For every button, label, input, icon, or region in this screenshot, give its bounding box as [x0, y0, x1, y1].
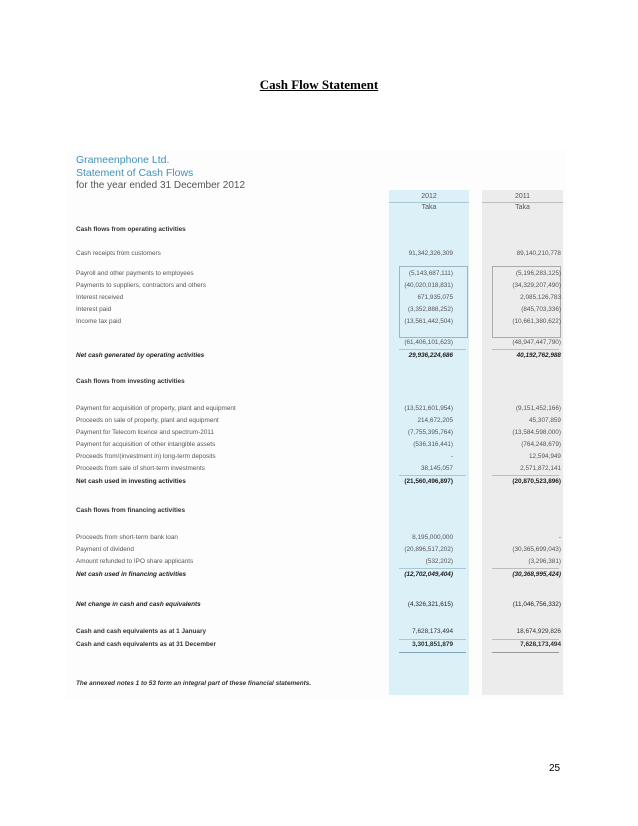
section-heading-financing: Cash flows from financing activities: [76, 507, 186, 514]
table-row: Payment for acquisition of other intangible assets (536,316,441) (764,248,679): [76, 441, 561, 448]
column-2012-unit: Taka: [421, 204, 437, 211]
row-divider: [399, 652, 466, 653]
table-row: Payments to suppliers, contractors and others (40,020,018,831) (34,329,207,490): [76, 282, 561, 289]
table-row: Interest received 671,935,075 2,085,126,783: [76, 294, 561, 301]
table-row: Proceeds on sale of property, plant and equipment 214,672,205 45,307,859: [76, 417, 561, 424]
table-row: Amount refunded to IPO share applicants (532,202) (3,296,381): [76, 558, 561, 565]
column-2011-unit: Taka: [515, 204, 530, 211]
table-row: Payroll and other payments to employees (5,143,687,111) (5,196,283,125): [76, 270, 561, 277]
header-divider: [482, 202, 563, 203]
table-row-total: Net cash used in investing activities (21,560,496,897) (20,870,523,896): [76, 478, 561, 485]
page-title: Cash Flow Statement: [259, 77, 379, 92]
table-row: (61,406,101,623) (48,947,447,790): [404, 339, 561, 346]
header-divider: [389, 202, 469, 203]
column-2011-year: 2011: [514, 193, 531, 200]
table-row-total: Net change in cash and cash equivalents (4,326,321,615) (11,046,756,332): [76, 601, 561, 608]
table-row: Payment of dividend (20,896,517,202) (30,365,699,043): [76, 546, 561, 553]
table-row-total: Net cash generated by operating activities 29,936,224,686 40,192,762,988: [76, 352, 561, 359]
table-row: Payment for Telecom licence and spectrum-2011 (7,755,395,764) (13,584,598,000): [76, 429, 561, 436]
cash-flow-statement-scan: [66, 150, 566, 700]
table-row: Cash receipts from customers 91,342,326,309 89,140,210,778: [76, 250, 561, 257]
table-row-total: Cash and cash equivalents as at 31 December 3,301,851,879 7,628,173,494: [76, 641, 561, 648]
table-row: Income tax paid (13,561,442,504) (10,661,380,622): [76, 318, 561, 325]
table-row: Proceeds from sale of short-term investments 38,145,057 2,571,872,141: [76, 465, 561, 472]
table-row-total: Net cash used in financing activities (12,702,049,404) (30,368,995,424): [76, 571, 561, 578]
column-2012-year: 2012: [421, 193, 437, 200]
table-row: Proceeds from/(investment in) long-term deposits - 12,594,949: [76, 453, 561, 460]
section-heading-operating: Cash flows from operating activities: [76, 226, 186, 233]
table-row: Proceeds from short-term bank loan 8,195,000,000 -: [76, 534, 561, 541]
statement-period: for the year ended 31 December 2012: [76, 180, 245, 191]
table-row: Cash and cash equivalents as at 1 January 7,628,173,494 18,674,929,826: [76, 628, 561, 635]
section-heading-investing: Cash flows from investing activities: [76, 378, 185, 385]
company-name: Grameenphone Ltd.: [76, 154, 170, 166]
page-number: 25: [549, 763, 561, 774]
table-row: Payment for acquisition of property, plant and equipment (13,521,601,954) (9,151,452,166): [76, 405, 561, 412]
statement-footnote: The annexed notes 1 to 53 form an integral part of these financial statements.: [76, 680, 312, 687]
table-row: Interest paid (3,352,888,252) (845,703,336): [76, 306, 561, 313]
row-divider: [492, 652, 559, 653]
statement-title: Statement of Cash Flows: [76, 167, 194, 179]
